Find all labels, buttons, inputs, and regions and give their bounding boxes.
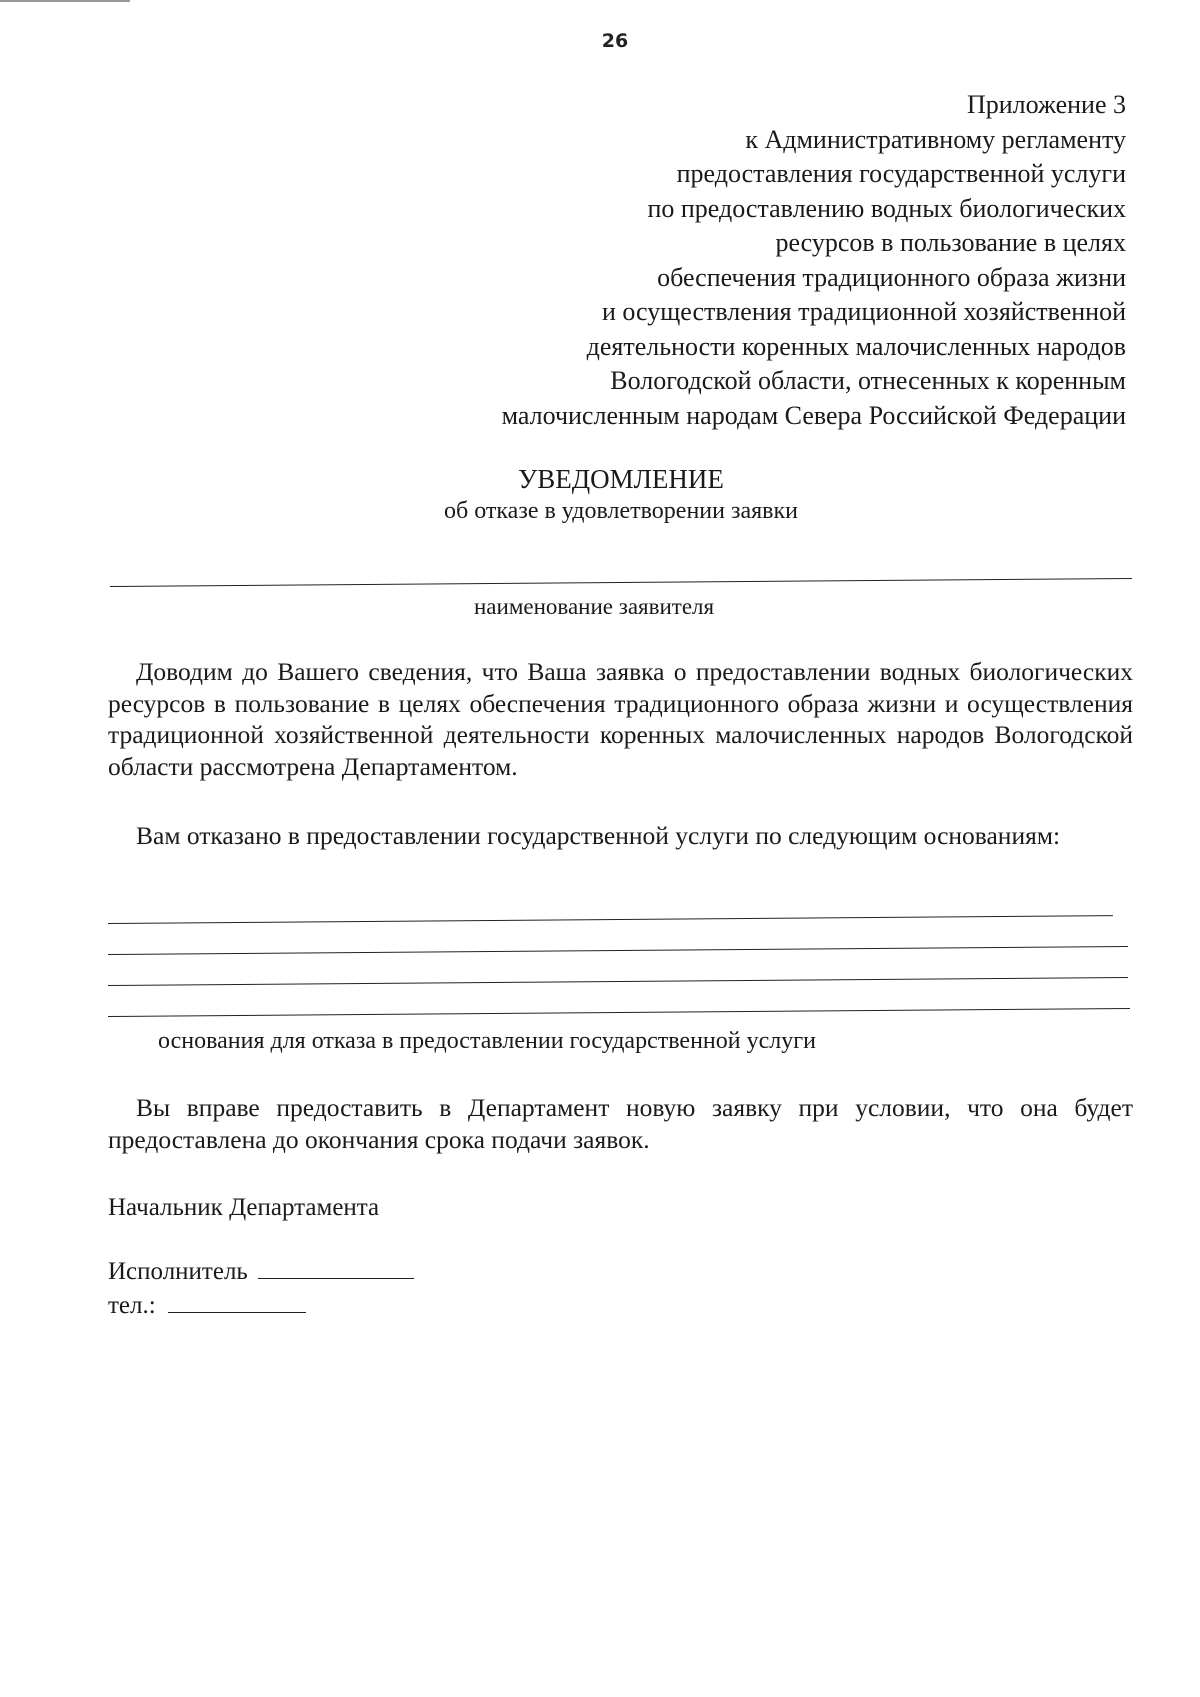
appendix-line: по предоставлению водных биологических: [647, 193, 1126, 223]
document-subtitle: об отказе в удовлетворении заявки: [444, 498, 798, 524]
scan-edge-mark: [0, 0, 130, 2]
phone-blank: [168, 1292, 306, 1313]
appendix-line: Приложение 3: [966, 90, 1126, 119]
appendix-line: Вологодской области, отнесенных к коренным: [610, 366, 1126, 395]
applicant-caption: наименование заявителя: [474, 594, 715, 619]
applicant-name-line: [110, 578, 1132, 587]
paragraph-review-notice: Доводим до Вашего сведения, что Ваша заявка о предоставлении водных биологических ресурсов в пользование в целях обеспечения традиционного образа жизни и осуществления традиционной хозяйственной деятельности коренных малочисленных народов Вологодской области рассмотрена Департаментом.: [108, 657, 1133, 781]
reasons-caption: основания для отказа в предоставлении государственной услуги: [158, 1028, 816, 1054]
appendix-line: ресурсов в пользование в целях: [775, 228, 1126, 257]
page-number: 26: [601, 30, 629, 52]
paragraph-new-application: Вы вправе предоставить в Департамент новую заявку при условии, что она будет предоставлена до окончания срока подачи заявок.: [108, 1093, 1133, 1154]
executor-row: [108, 1258, 414, 1286]
paragraph-refusal: Вам отказано в предоставлении государственной услуги по следующим основаниям:: [136, 821, 1061, 850]
reason-line: [108, 946, 1128, 955]
executor-label: Исполнитель: [108, 1258, 248, 1285]
executor-blank: [258, 1258, 414, 1279]
signature-position: Начальник Департамента: [108, 1194, 380, 1221]
appendix-block: [502, 88, 1126, 433]
appendix-line: и осуществления традиционной хозяйственной: [602, 297, 1126, 326]
appendix-line: к Административному регламенту: [745, 124, 1126, 154]
phone-row: [108, 1292, 306, 1320]
appendix-line: обеспечения традиционного образа жизни: [657, 262, 1126, 292]
document-heading: [0, 462, 1200, 526]
appendix-line: предоставления государственной услуги: [676, 159, 1126, 188]
appendix-line: деятельности коренных малочисленных народов: [586, 331, 1126, 361]
reason-line: [108, 1008, 1130, 1017]
phone-label: тел.:: [108, 1292, 156, 1319]
appendix-line: малочисленным народам Севера Российской Федерации: [501, 400, 1126, 430]
reason-line: [108, 977, 1128, 986]
reason-line: [108, 915, 1113, 924]
document-title: УВЕДОМЛЕНИЕ: [518, 464, 724, 494]
